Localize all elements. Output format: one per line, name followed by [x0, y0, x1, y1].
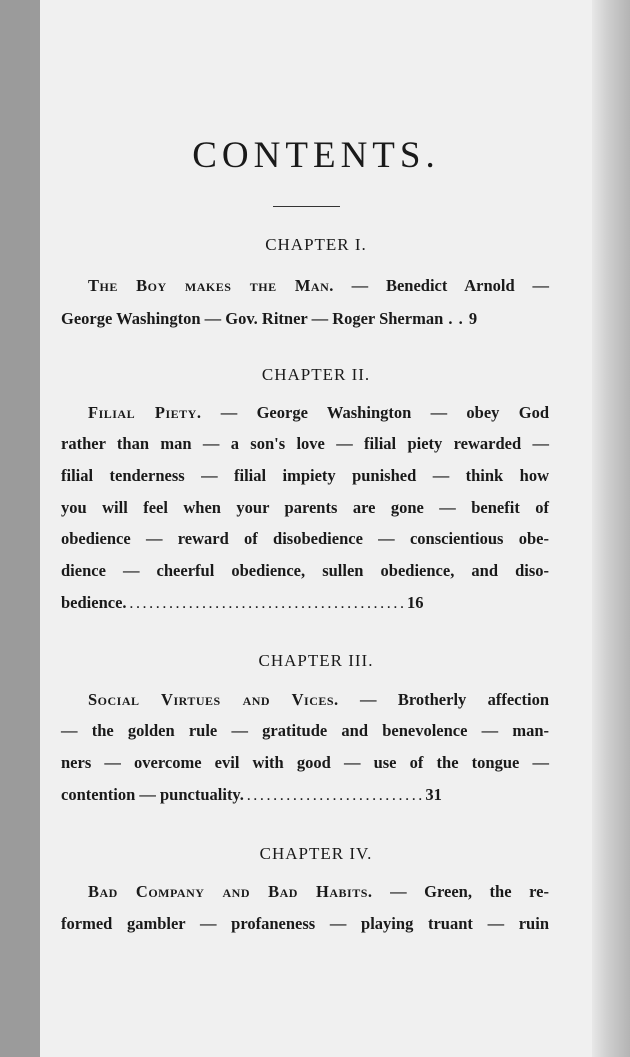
- page-title: CONTENTS.: [192, 135, 440, 176]
- toc-text: — George Washington — obey God: [201, 403, 550, 422]
- toc-line: dience — cheerful obedience, sullen obedience, and diso-: [61, 561, 549, 580]
- toc-line: [61, 593, 549, 613]
- toc-line: [88, 276, 549, 296]
- toc-line: [88, 882, 549, 902]
- leader-dots: . .: [443, 309, 469, 328]
- title-rule: [273, 206, 340, 207]
- chapter-heading: CHAPTER I.: [265, 235, 367, 254]
- toc-text: George Washington — Gov. Ritner — Roger Sherman: [61, 309, 444, 328]
- toc-line: formed gambler — profaneness — playing truant — ruin: [61, 914, 549, 933]
- toc-text: contention — punctuality.: [61, 785, 244, 804]
- toc-line: obedience — reward of disobedience — conscientious obe-: [61, 529, 549, 548]
- page-number: 9: [468, 309, 478, 328]
- chapter-title: Bad Company and Bad Habits.: [88, 882, 373, 901]
- page-number: 16: [407, 593, 424, 612]
- chapter-heading: CHAPTER II.: [261, 365, 371, 384]
- toc-text: — Benedict Arnold —: [333, 276, 549, 295]
- leader-dots: . . . . . . . . . . . . . . . . . . . . . . . . . . .: [243, 789, 426, 803]
- page-number: 31: [425, 785, 442, 804]
- toc-line: [61, 785, 549, 805]
- chapter-heading: CHAPTER III.: [258, 651, 374, 670]
- toc-text: — Brotherly affection: [338, 690, 550, 709]
- chapter-title: Social Virtues and Vices.: [88, 690, 339, 709]
- page-edge-shadow: [592, 0, 630, 1057]
- leader-dots: . . . . . . . . . . . . . . . . . . . . . . . . . . . . . . . . . . . . . . . . . .: [126, 597, 408, 611]
- chapter-heading: CHAPTER IV.: [259, 844, 373, 863]
- toc-line: [88, 403, 549, 423]
- toc-line: filial tenderness — filial impiety punished — think how: [61, 466, 549, 485]
- chapter-title: Filial Piety.: [88, 403, 202, 422]
- toc-line: — the golden rule — gratitude and benevolence — man-: [61, 721, 549, 740]
- toc-line: you will feel when your parents are gone — benefit of: [61, 498, 549, 517]
- toc-line: rather than man — a son's love — filial piety rewarded —: [61, 434, 549, 453]
- toc-text: — Green, the re-: [372, 882, 549, 901]
- toc-line: ners — overcome evil with good — use of the tongue —: [61, 753, 549, 772]
- chapter-title: The Boy makes the Man.: [88, 276, 334, 295]
- toc-text: bedience.: [61, 593, 127, 612]
- toc-line: [61, 309, 549, 329]
- toc-line: [88, 690, 549, 710]
